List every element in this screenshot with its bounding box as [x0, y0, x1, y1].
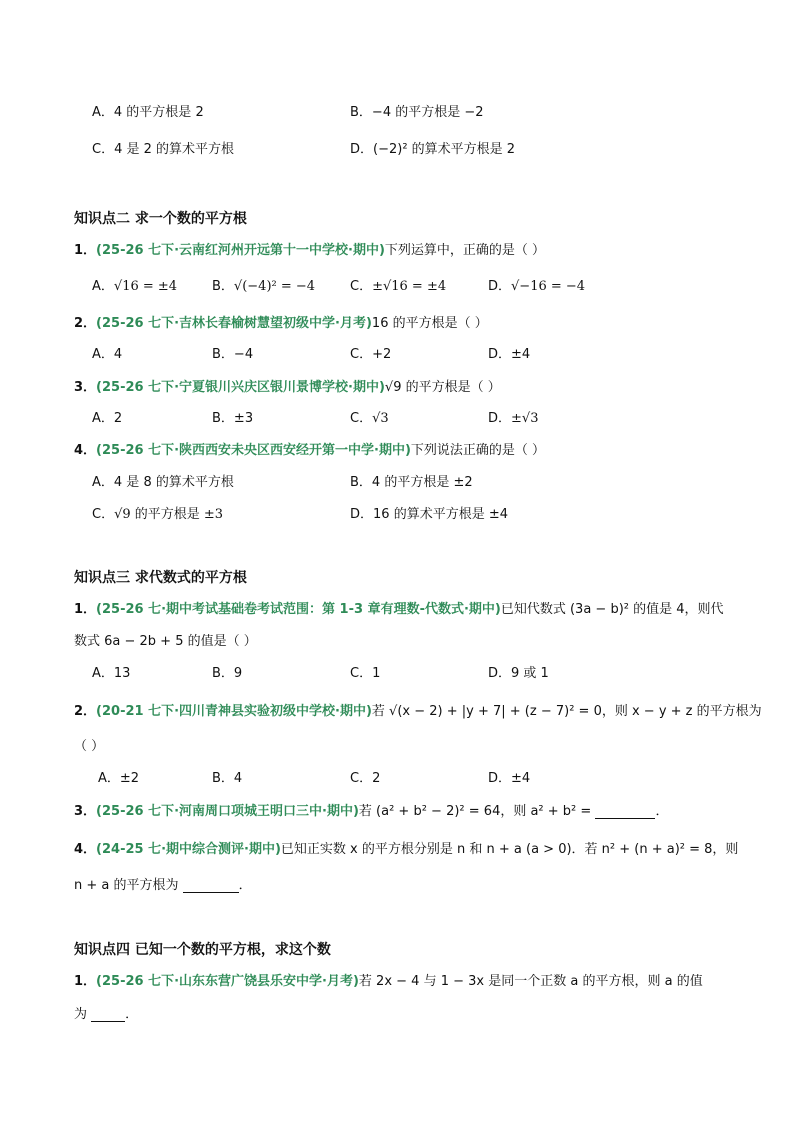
question-2-4-options-row-2 — [0, 503, 794, 527]
question-3-4-continuation: n + a 的平方根为 ． — [74, 878, 252, 893]
question-3-1-options — [0, 662, 794, 686]
option-a: A．13 — [92, 666, 131, 681]
question-3-3: 3．(25-26 七下·河南周口项城王明口三中·期中)若 (a² + b² − 2)² = 64，则 a² + b² = ． — [74, 804, 669, 819]
option-d: D．±4 — [488, 347, 531, 362]
option-b: B．−4 的平方根是 −2 — [350, 105, 484, 120]
question-2-4: 4．(25-26 七下·陕西西安未央区西安经开第一中学·期中)下列说法正确的是（ ） — [74, 443, 546, 458]
question-2-2: 2．(25-26 七下·吉林长春榆树慧望初级中学·月考)16 的平方根是（ ） — [74, 316, 488, 331]
question-source: (20-21 七下·四川青神县实验初级中学校·期中) — [96, 704, 372, 719]
question-3-1-continuation: 数式 6a − 2b + 5 的值是（ ） — [74, 634, 257, 649]
prev-options-row-2 — [0, 138, 794, 162]
question-2-2-options — [0, 343, 794, 367]
option-d: D．(−2)² 的算术平方根是 2 — [350, 142, 516, 157]
question-source: (25-26 七下·云南红河州开远第十一中学校·期中) — [96, 243, 385, 258]
option-c: C．+2 — [350, 347, 392, 362]
section-title-4: 知识点四 已知一个数的平方根，求这个数 — [74, 942, 331, 958]
question-4-1-continuation: 为 ． — [74, 1007, 139, 1022]
option-d: D．√−16 = −4 — [488, 279, 586, 294]
answer-blank[interactable] — [183, 878, 239, 893]
answer-blank[interactable] — [91, 1007, 125, 1022]
question-source: (25-26 七下·山东东营广饶县乐安中学·月考) — [96, 974, 359, 989]
question-source: (24-25 七·期中综合测评·期中) — [96, 842, 281, 857]
question-source: (25-26 七下·吉林长春榆树慧望初级中学·月考) — [96, 316, 372, 331]
option-d: D．16 的算术平方根是 ±4 — [350, 507, 508, 522]
section-title-3: 知识点三 求代数式的平方根 — [74, 570, 247, 586]
option-c: C．4 是 2 的算术平方根 — [92, 142, 235, 157]
question-2-4-options-row-1 — [0, 471, 794, 495]
option-b: B．4 — [212, 771, 243, 786]
option-a: A．2 — [92, 411, 123, 426]
option-b: B．√(−4)² = −4 — [212, 279, 316, 294]
option-c: C．2 — [350, 771, 381, 786]
question-2-3: 3．(25-26 七下·宁夏银川兴庆区银川景博学校·期中)√9 的平方根是（ ） — [74, 380, 501, 395]
question-3-4: 4．(24-25 七·期中综合测评·期中)已知正实数 x 的平方根分别是 n 和 n + a (a > 0)．若 n² + (n + a)² = 8，则 — [74, 842, 739, 857]
option-d: D．±√3 — [488, 411, 539, 426]
option-b: B．±3 — [212, 411, 254, 426]
answer-blank[interactable] — [595, 804, 655, 819]
option-c: C．√9 的平方根是 ±3 — [92, 507, 224, 522]
question-source: (25-26 七下·陕西西安未央区西安经开第一中学·期中) — [96, 443, 411, 458]
option-c: C．±√16 = ±4 — [350, 279, 447, 294]
question-2-1-options — [0, 275, 794, 299]
question-3-2-continuation: （ ） — [74, 739, 105, 754]
option-a: A．±2 — [98, 771, 140, 786]
option-b: B．−4 — [212, 347, 254, 362]
prev-options-row-1 — [0, 101, 794, 125]
option-d: D．9 或 1 — [488, 666, 549, 681]
section-title-2: 知识点二 求一个数的平方根 — [74, 211, 247, 227]
question-source: (25-26 七下·宁夏银川兴庆区银川景博学校·期中) — [96, 380, 385, 395]
question-3-1: 1．(25-26 七·期中考试基础卷考试范围：第 1-3 章有理数-代数式·期中)已知代数式 (3a − b)² 的值是 4，则代 — [74, 602, 724, 617]
question-source: (25-26 七·期中考试基础卷考试范围：第 1-3 章有理数-代数式·期中) — [96, 602, 501, 617]
question-2-1: 1．(25-26 七下·云南红河州开远第十一中学校·期中)下列运算中，正确的是（ ） — [74, 243, 546, 258]
option-a: A．√16 = ±4 — [92, 279, 178, 294]
question-source: (25-26 七下·河南周口项城王明口三中·期中) — [96, 804, 359, 819]
option-b: B．9 — [212, 666, 243, 681]
option-c: C．1 — [350, 666, 381, 681]
question-2-3-options — [0, 407, 794, 431]
option-a: A．4 — [92, 347, 123, 362]
question-4-1: 1．(25-26 七下·山东东营广饶县乐安中学·月考)若 2x − 4 与 1 − 3x 是同一个正数 a 的平方根，则 a 的值 — [74, 974, 703, 989]
option-d: D．±4 — [488, 771, 531, 786]
question-3-2-options — [0, 767, 794, 791]
option-a: A．4 是 8 的算术平方根 — [92, 475, 234, 490]
option-a: A．4 的平方根是 2 — [92, 105, 204, 120]
question-3-2: 2．(20-21 七下·四川青神县实验初级中学校·期中)若 √(x − 2) + |y + 7| + (z − 7)² = 0，则 x − y + z 的平方根为 — [74, 704, 762, 719]
option-c: C．√3 — [350, 411, 389, 426]
option-b: B．4 的平方根是 ±2 — [350, 475, 473, 490]
